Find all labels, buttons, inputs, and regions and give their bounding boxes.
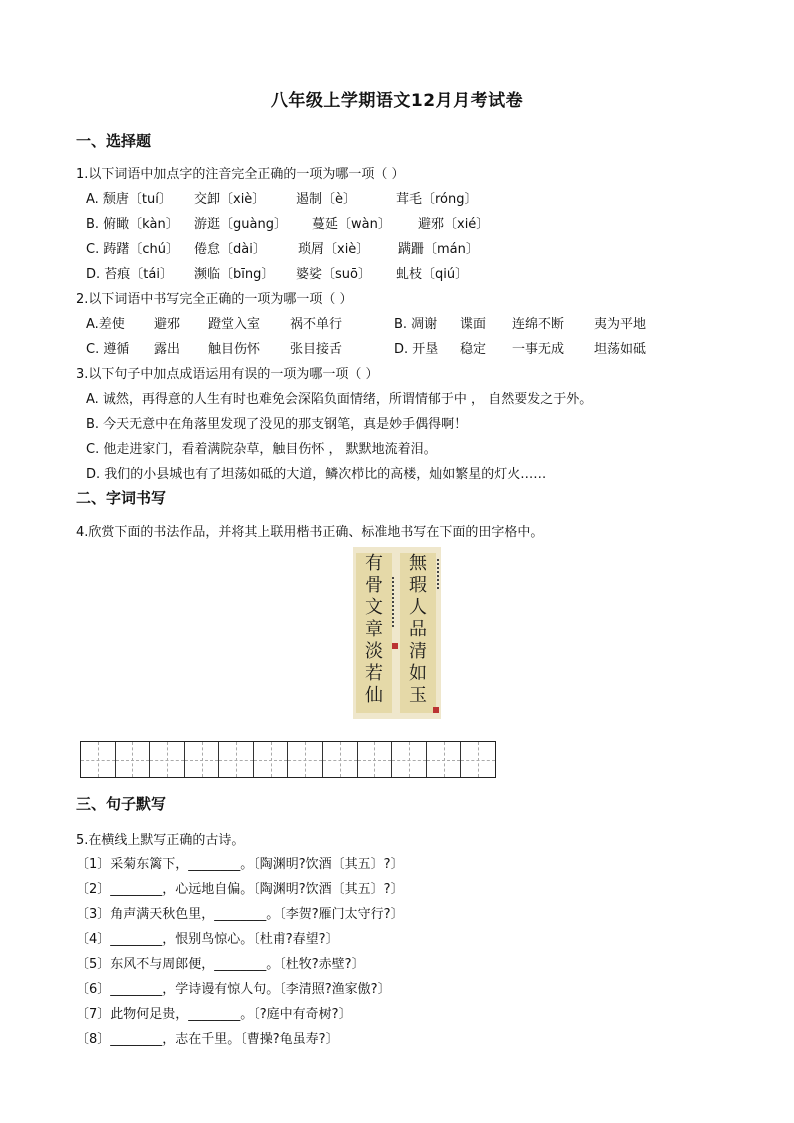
grid-cell[interactable] xyxy=(81,742,116,777)
option-word: 蹬堂入室 xyxy=(208,317,261,332)
couplet-char: 骨 xyxy=(365,575,383,596)
couplet-char: 瑕 xyxy=(409,575,427,596)
couplet-char: 人 xyxy=(409,597,427,618)
option-word: 蔓延〔wàn〕 xyxy=(312,217,391,232)
inscription-mark xyxy=(437,559,442,589)
grid-cell[interactable] xyxy=(323,742,358,777)
section-heading-sentences: 三、句子默写 xyxy=(76,795,167,813)
couplet-left-panel xyxy=(356,553,392,713)
question-3-option-d: D. 我们的小县城也有了坦荡如砥的大道，鳞次栉比的高楼，灿如繁星的灯火…… xyxy=(86,467,547,482)
poem-line-8: 〔8〕________，志在千里。〔曹操?龟虽寿?〕 xyxy=(76,1032,339,1047)
poem-line-3: 〔3〕角声满天秋色里，________。〔李贺?雁门太守行?〕 xyxy=(76,907,404,922)
grid-cell[interactable] xyxy=(116,742,151,777)
couplet-char: 若 xyxy=(365,663,383,684)
option-word: A. 颓唐〔tuí〕 xyxy=(86,192,172,207)
poem-line-6: 〔6〕________，学诗谩有惊人句。〔李清照?渔家傲?〕 xyxy=(76,982,391,997)
option-word: B. 凋谢 xyxy=(394,317,438,332)
option-word: 琐屑〔xiè〕 xyxy=(298,242,370,257)
question-2-stem: 2.以下词语中书写完全正确的一项为哪一项（ ） xyxy=(76,292,353,307)
grid-cell[interactable] xyxy=(219,742,254,777)
couplet-right-panel xyxy=(400,553,436,713)
question-3-option-a: A. 诚然，再得意的人生有时也难免会深陷负面情绪，所谓情郁于中 ， 自然要发之于外。 xyxy=(86,392,593,407)
question-1-stem: 1.以下词语中加点字的注音完全正确的一项为哪一项（ ） xyxy=(76,167,405,182)
question-2-row-2 xyxy=(86,338,666,357)
couplet-char: 玉 xyxy=(409,685,427,706)
option-word: 遏制〔è〕 xyxy=(296,192,356,207)
question-3-stem: 3.以下句子中加点成语运用有误的一项为哪一项（ ） xyxy=(76,367,379,382)
grid-cell[interactable] xyxy=(461,742,495,777)
option-word: 濒临〔bīng〕 xyxy=(194,267,275,282)
option-word: 露出 xyxy=(154,342,181,357)
option-word: D. 苔痕〔tái〕 xyxy=(86,267,173,282)
inscription-mark xyxy=(392,577,397,627)
question-1-option-b xyxy=(86,213,509,232)
couplet-char: 無 xyxy=(409,553,427,574)
page-title: 八年级上学期语文12月月考试卷 xyxy=(270,91,524,111)
poem-line-2: 〔2〕________，心远地自偏。〔陶渊明?饮酒〔其五〕?〕 xyxy=(76,882,404,897)
grid-cell[interactable] xyxy=(427,742,462,777)
question-3-option-c: C. 他走进家门，看着满院杂草，触目伤怀 ， 默默地流着泪。 xyxy=(86,442,437,457)
question-2-row-1 xyxy=(86,313,666,332)
option-word: 虬枝〔qiú〕 xyxy=(396,267,469,282)
option-word: 一事无成 xyxy=(512,342,565,357)
option-word: 谍面 xyxy=(460,317,487,332)
couplet-char: 如 xyxy=(409,663,427,684)
option-word: 夷为平地 xyxy=(594,317,647,332)
option-word: 避邪〔xié〕 xyxy=(418,217,490,232)
question-5-stem: 5.在横线上默写正确的古诗。 xyxy=(76,833,245,848)
option-word: 触目伤怀 xyxy=(208,342,261,357)
option-word: 避邪 xyxy=(154,317,181,332)
option-word: 倦怠〔dài〕 xyxy=(194,242,266,257)
section-heading-words: 二、字词书写 xyxy=(76,489,167,507)
poem-line-4: 〔4〕________，恨别鸟惊心。〔杜甫?春望?〕 xyxy=(76,932,339,947)
option-word: C. 遵循 xyxy=(86,342,130,357)
grid-cell[interactable] xyxy=(185,742,220,777)
option-word: 稳定 xyxy=(460,342,487,357)
seal-mark xyxy=(433,707,439,713)
seal-mark xyxy=(392,643,398,649)
couplet-char: 清 xyxy=(409,641,427,662)
section-heading-choice: 一、选择题 xyxy=(76,132,152,150)
option-word: 坦荡如砥 xyxy=(594,342,647,357)
couplet-char: 淡 xyxy=(365,641,383,662)
option-word: B. 俯瞰〔kàn〕 xyxy=(86,217,179,232)
option-word: D. 开垦 xyxy=(394,342,439,357)
calligraphy-image xyxy=(353,547,441,719)
question-1-option-a xyxy=(86,188,498,207)
couplet-char: 文 xyxy=(365,597,383,618)
option-word: 张目接舌 xyxy=(290,342,343,357)
question-1-option-d xyxy=(86,263,488,282)
option-word: C. 踌躇〔chú〕 xyxy=(86,242,179,257)
grid-cell[interactable] xyxy=(358,742,393,777)
couplet-char: 有 xyxy=(365,553,383,574)
option-word: 婆娑〔suō〕 xyxy=(296,267,371,282)
question-1-option-c xyxy=(86,238,499,257)
grid-cell[interactable] xyxy=(392,742,427,777)
poem-line-5: 〔5〕东风不与周郎便，________。〔杜牧?赤壁?〕 xyxy=(76,957,365,972)
couplet-char: 品 xyxy=(409,619,427,640)
grid-cell[interactable] xyxy=(150,742,185,777)
grid-cell[interactable] xyxy=(254,742,289,777)
option-word: 连绵不断 xyxy=(512,317,565,332)
couplet-char: 仙 xyxy=(365,685,383,706)
option-word: A.差使 xyxy=(86,317,125,332)
question-4-stem: 4.欣赏下面的书法作品，并将其上联用楷书正确、标准地书写在下面的田字格中。 xyxy=(76,525,544,540)
tianzi-grid[interactable] xyxy=(80,741,496,778)
poem-line-7: 〔7〕此物何足贵，________。〔?庭中有奇树?〕 xyxy=(76,1007,352,1022)
option-word: 蹒跚〔mán〕 xyxy=(398,242,479,257)
couplet-char: 章 xyxy=(365,619,383,640)
option-word: 游逛〔guàng〕 xyxy=(194,217,287,232)
option-word: 茸毛〔róng〕 xyxy=(396,192,478,207)
option-word: 交卸〔xiè〕 xyxy=(194,192,266,207)
grid-cell[interactable] xyxy=(288,742,323,777)
question-3-option-b: B. 今天无意中在角落里发现了没见的那支钢笔，真是妙手偶得啊！ xyxy=(86,417,468,432)
option-word: 祸不单行 xyxy=(290,317,343,332)
poem-line-1: 〔1〕采菊东篱下，________。〔陶渊明?饮酒〔其五〕?〕 xyxy=(76,857,404,872)
